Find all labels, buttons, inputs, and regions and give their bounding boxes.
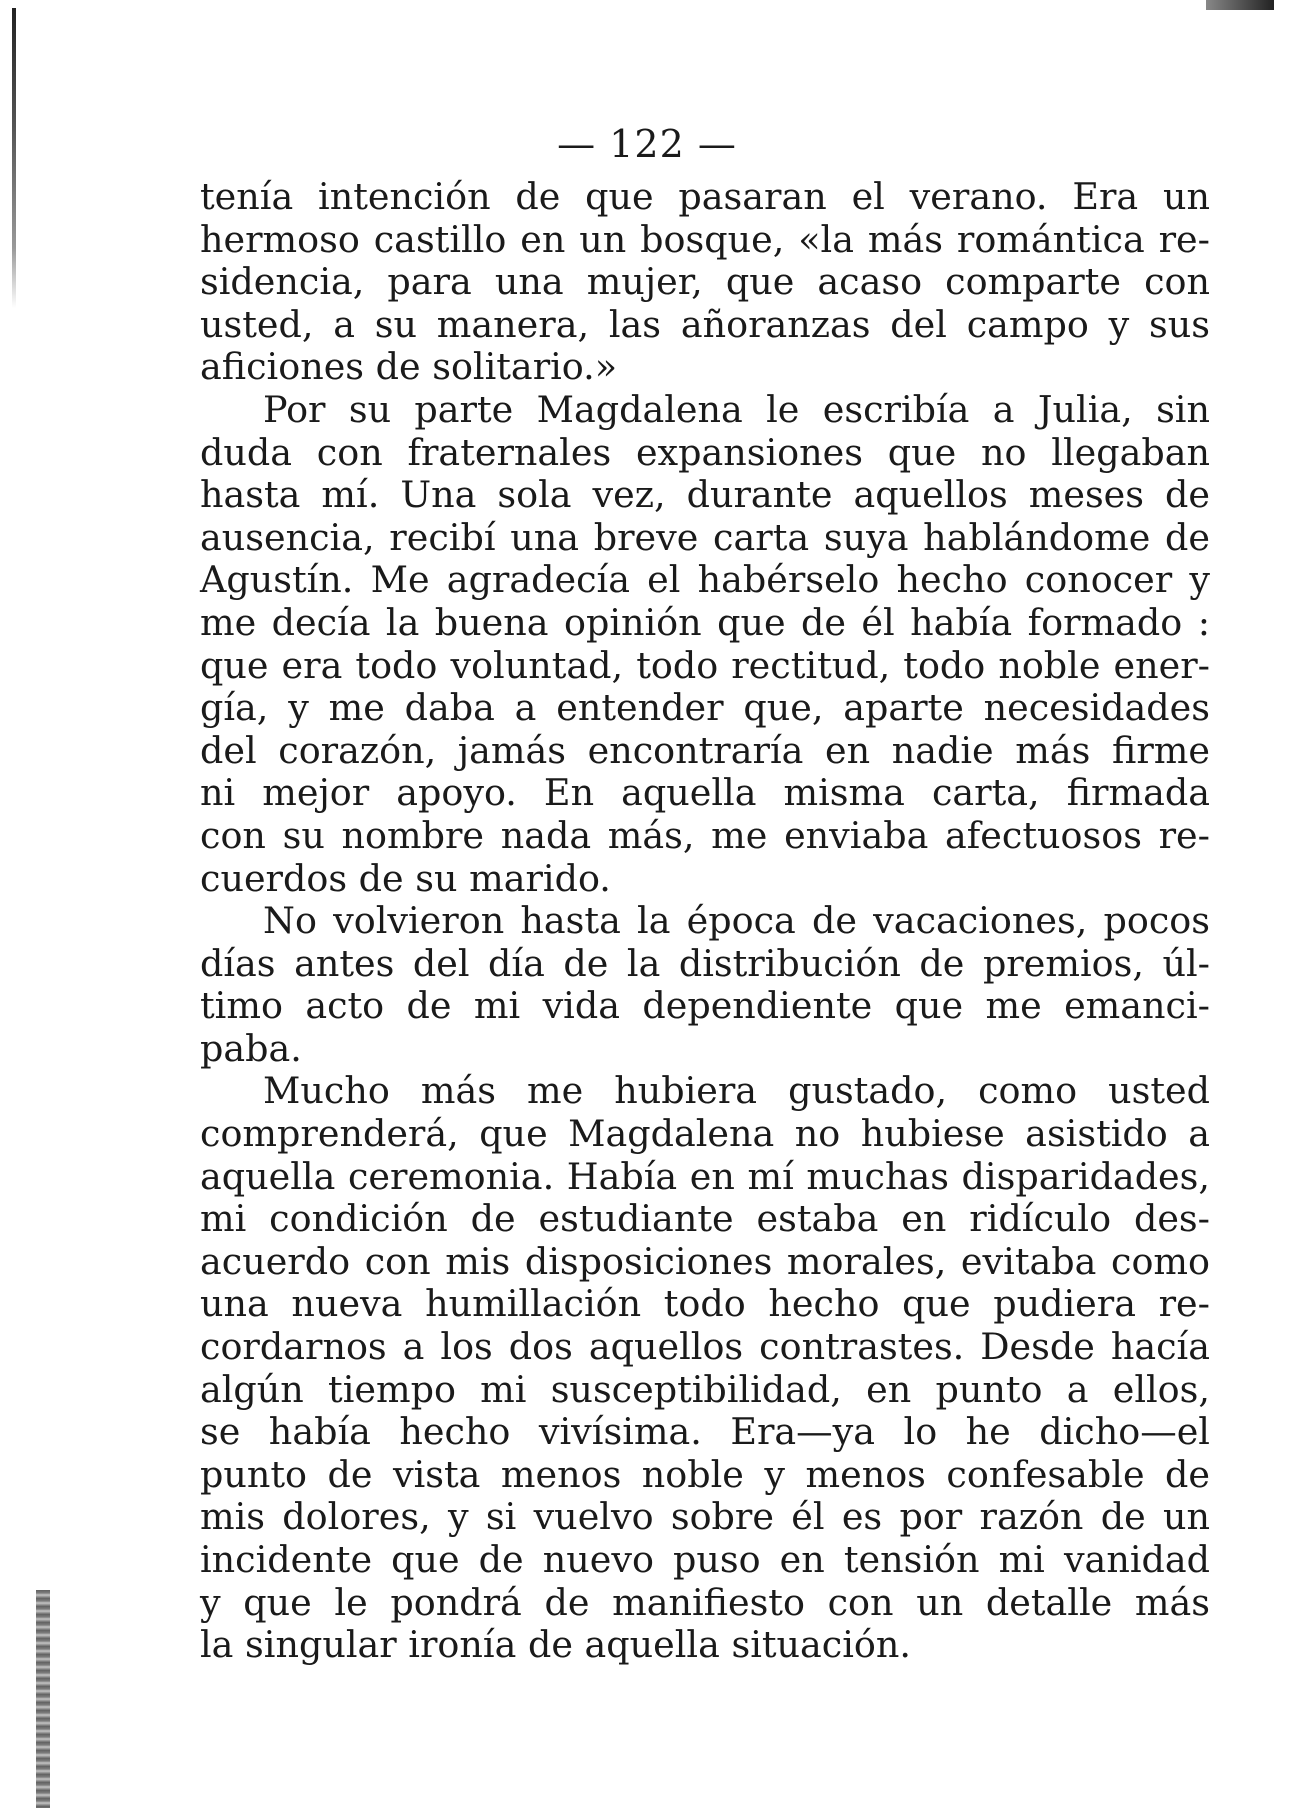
text-line: algún tiempo mi susceptibilidad, en punto a ellos, [200, 1367, 1210, 1411]
text-line: hasta mí. Una sola vez, durante aquellos meses de [200, 473, 1210, 517]
text-line: Agustín. Me agradecía el habérselo hecho conocer y [200, 558, 1210, 602]
text-line: ausencia, recibí una breve carta suya hablándome de [200, 515, 1210, 559]
text-line: días antes del día de la distribución de premios, úl- [200, 941, 1210, 985]
text-line: tenía intención de que pasaran el verano. Era un [200, 175, 1210, 218]
text-line: la singular ironía de aquella situación. [200, 1623, 912, 1667]
text-line: del corazón, jamás encontraría en nadie más firme [200, 728, 1210, 772]
text-line: timo acto de mi vida dependiente que me emanci- [200, 984, 1210, 1028]
text-line: No volvieron hasta la época de vacaciones, pocos [263, 899, 1210, 943]
text-line: punto de vista menos noble y menos confesable de [200, 1452, 1210, 1496]
text-line: que era todo voluntad, todo rectitud, todo noble ener- [200, 643, 1210, 687]
text-line: mi condición de estudiante estaba en ridículo des- [200, 1197, 1210, 1241]
text-line: gía, y me daba a entender que, aparte necesidades [200, 686, 1210, 730]
text-line: ni mejor apoyo. En aquella misma carta, firmada [200, 771, 1210, 815]
text-line: con su nombre nada más, me enviaba afectuosos re- [200, 813, 1210, 857]
text-line: y que le pondrá de manifiesto con un detalle más [200, 1580, 1210, 1624]
text-line: una nueva humillación todo hecho que pudiera re- [200, 1282, 1210, 1326]
text-line: aquella ceremonia. Había en mí muchas disparidades, [200, 1154, 1210, 1198]
text-line: comprenderá, que Magdalena no hubiese asistido a [200, 1112, 1210, 1156]
text-line: acuerdo con mis disposiciones morales, evitaba como [200, 1239, 1210, 1283]
text-line: paba. [200, 1026, 302, 1070]
text-line: cordarnos a los dos aquellos contrastes. Desde hacía [200, 1325, 1210, 1369]
text-line: sidencia, para una mujer, que acaso comparte con [200, 260, 1210, 304]
scan-edge-binding [36, 1590, 50, 1808]
text-line: hermoso castillo en un bosque, «la más romántica re- [200, 217, 1210, 261]
text-line: se había hecho vivísima. Era—ya lo he dicho—el [200, 1410, 1210, 1454]
page-number: — 122 — [557, 122, 737, 166]
text-line: aficiones de solitario.» [200, 345, 618, 389]
text-line: Mucho más me hubiera gustado, como usted [263, 1069, 1210, 1113]
text-line: usted, a su manera, las añoranzas del campo y sus [200, 302, 1210, 346]
text-line: me decía la buena opinión que de él había formado : [200, 600, 1210, 644]
text-line: mis dolores, y si vuelvo sobre él es por razón de un [200, 1495, 1210, 1539]
text-line: Por su parte Magdalena le escribía a Julia, sin [263, 387, 1210, 431]
text-line: incidente que de nuevo puso en tensión mi vanidad [200, 1538, 1210, 1581]
text-line: duda con fraternales expansiones que no llegaban [200, 430, 1210, 474]
text-line: cuerdos de su marido. [200, 856, 611, 900]
body-text [200, 176, 1210, 1667]
scan-edge-top-right [1206, 0, 1274, 10]
